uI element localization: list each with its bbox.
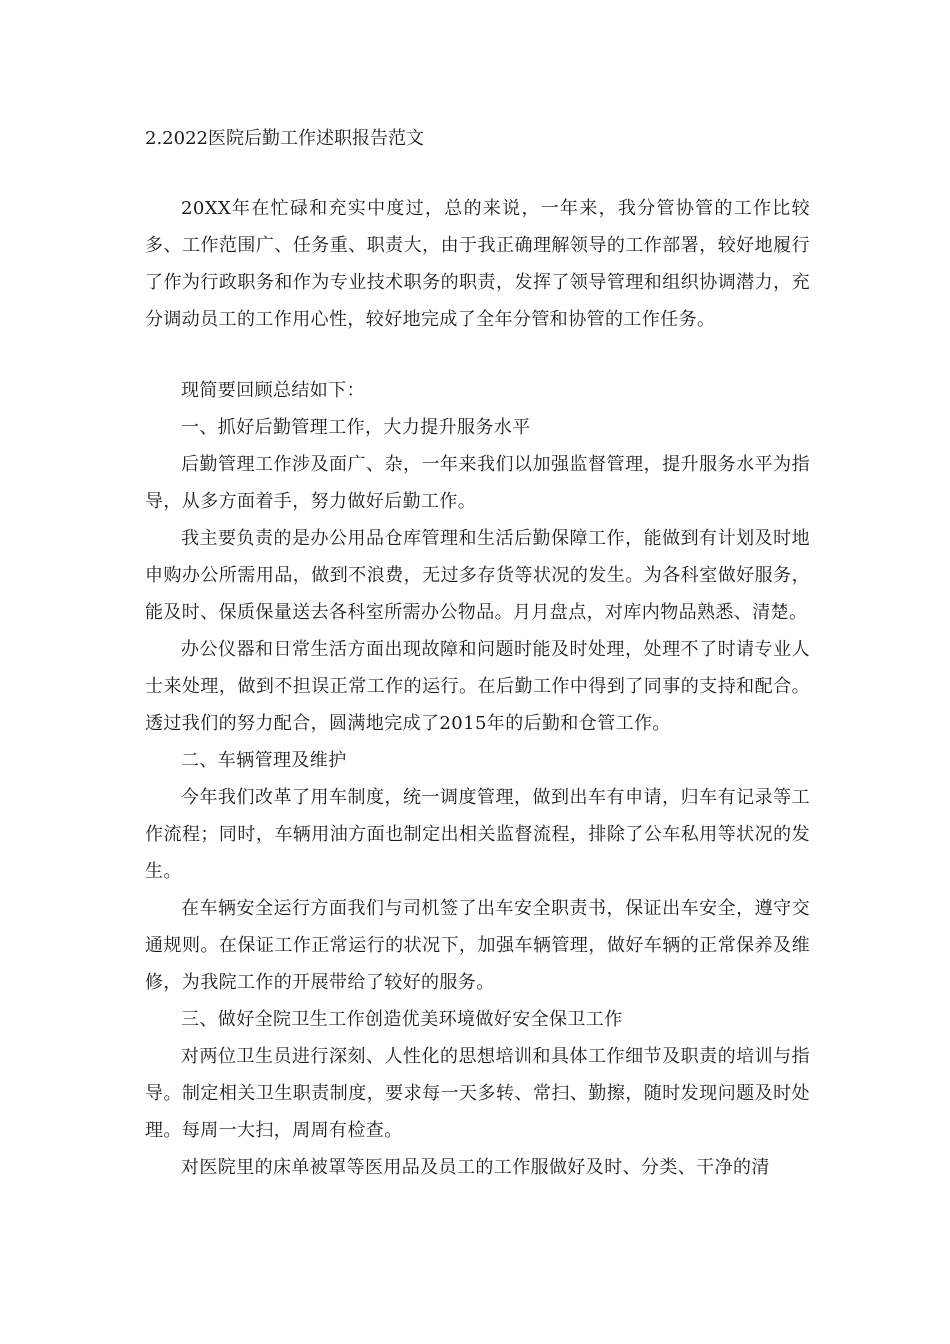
document-body [145, 120, 810, 1186]
paragraph: 今年我们改革了用车制度，统一调度管理，做到出车有申请，归车有记录等工作流程；同时，车辆用油方面也制定出相关监督流程，排除了公车私用等状况的发生。 [145, 787, 810, 882]
paragraph: 我主要负责的是办公用品仓库管理和生活后勤保障工作，能做到有计划及时地申购办公所需用品，做到不浪费，无过多存货等状况的发生。为各科室做好服务，能及时、保质保量送去各科室所需办公物品。月月盘点，对库内物品熟悉、清楚。 [145, 528, 810, 623]
section-heading-1: 一、抓好后勤管理工作，大力提升服务水平 [181, 417, 531, 438]
paragraph: 办公仪器和日常生活方面出现故障和问题时能及时处理，处理不了时请专业人士来处理，做到不担误正常工作的运行。在后勤工作中得到了同事的支持和配合。透过我们的努力配合，圆满地完成了2015年的后勤和仓管工作。 [145, 639, 810, 734]
section-heading-2: 二、车辆管理及维护 [181, 750, 347, 771]
paragraph-intro: 20XX年在忙碌和充实中度过，总的来说，一年来，我分管协管的工作比较多、工作范围广、任务重、职责大，由于我正确理解领导的工作部署，较好地履行了作为行政职务和作为专业技术职务的职责，发挥了领导管理和组织协调潜力，充分调动员工的工作用心性，较好地完成了全年分管和协管的工作任务。 [145, 198, 810, 330]
paragraph: 对医院里的床单被罩等医用品及员工的工作服做好及时、分类、干净的清 [181, 1157, 770, 1178]
paragraph: 在车辆安全运行方面我们与司机签了出车安全职责书，保证出车安全，遵守交通规则。在保证工作正常运行的状况下，加强车辆管理，做好车辆的正常保养及维修，为我院工作的开展带给了较好的服务。 [145, 898, 810, 993]
paragraph: 后勤管理工作涉及面广、杂，一年来我们以加强监督管理，提升服务水平为指导，从多方面着手，努力做好后勤工作。 [145, 454, 810, 512]
document-title: 2.2022医院后勤工作述职报告范文 [145, 128, 424, 149]
section-heading-3: 三、做好全院卫生工作创造优美环境做好安全保卫工作 [181, 1009, 623, 1030]
paragraph-summary-lead: 现简要回顾总结如下： [181, 380, 365, 401]
paragraph: 对两位卫生员进行深刻、人性化的思想培训和具体工作细节及职责的培训与指导。制定相关卫生职责制度，要求每一天多转、常扫、勤擦，随时发现问题及时处理。每周一大扫，周周有检查。 [145, 1046, 810, 1141]
